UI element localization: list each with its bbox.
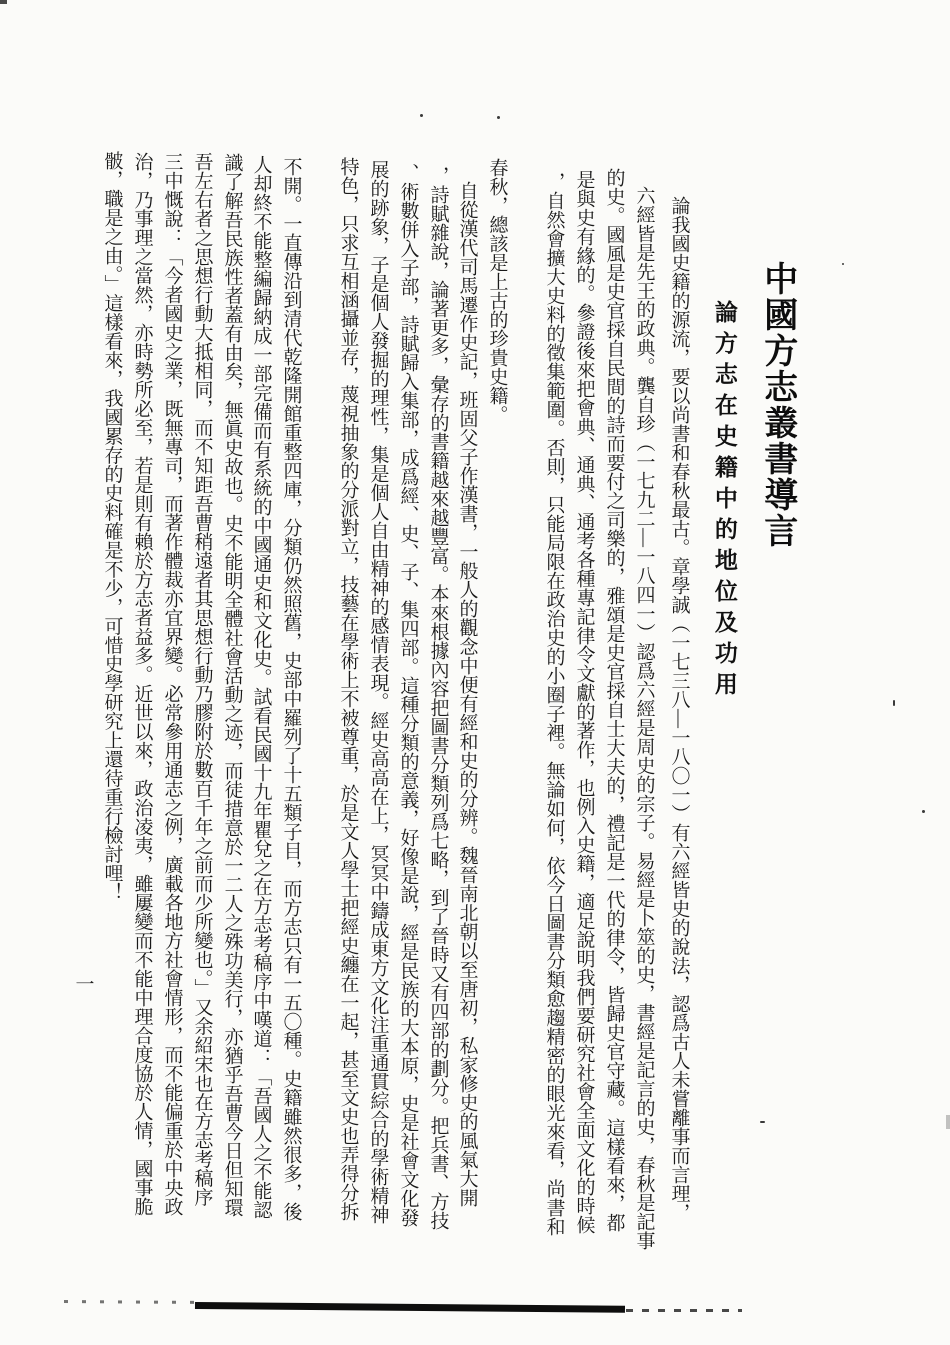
scan-speck bbox=[420, 114, 423, 117]
text-column-2: 六經皆是先王的政典。龔自珍（一七九二—一八四一）認爲六經是周史的宗子。易經是卜筮的史，書經是記言的史，春秋是記事 bbox=[633, 186, 655, 1250]
scan-corner-mark bbox=[0, 0, 7, 4]
text-column-9: 、術數併入子部，詩賦歸入集部，成爲經、史、子、集四部。這種分類的意義，好像是說，經是民族的大本原，史是社會文化發 bbox=[397, 163, 419, 1227]
scan-speck bbox=[760, 1121, 765, 1123]
text-column-16: 三中慨說：「今者國史之業，既無專司，而著作體裁亦宜界變。必常參用通志之例，廣載各地方社會情形，而不能偏重於中央政 bbox=[161, 152, 183, 1216]
scan-speck bbox=[842, 263, 844, 265]
text-column-11: 特色，只求互相涵攝並存，蔑視抽象的分派對立，技藝在學術上不被尊重，於是文人學士把經史纏在一起，甚至文史也弄得分拆 bbox=[337, 157, 359, 1221]
text-column-3: 的史。國風是史官採自民間的詩而要付之司樂的，雅頌是史官採自士大夫的，禮記是一代的律令，皆歸史官守藏。這樣看來，都 bbox=[603, 168, 625, 1232]
text-column-6: 春秋，總該是上古的珍貴史籍。 bbox=[486, 158, 508, 424]
text-column-8: ，詩賦雜說，論著更多，彙存的書籍越來越豐富。本來根據內容把圖書分類列爲七略，到了晉時又有四部的劃分。把兵書、方技 bbox=[427, 166, 449, 1230]
text-column-18: 骳，職是之由。」這樣看來，我國累存的史料確是不少，可惜史學研究上還待重行檢討哩！ bbox=[101, 151, 123, 902]
text-column-13: 人却終不能整編歸納成一部完備而有系統的中國通史和文化史。試看民國十九年瞿兌之在方志考稿序中嘆道：「吾國人之不能認 bbox=[250, 155, 272, 1219]
text-column-5: ，自然會擴大史料的徵集範圍。否則，只能局限在政治史的小圈子裡。無論如何，依今日圖書分類愈趨精密的眼光來看，尚書和 bbox=[543, 172, 565, 1236]
scan-speck bbox=[497, 116, 500, 119]
text-column-14: 識了解吾民族性者蓋有由矣，無眞史故也。史不能明全體社會活動之迹，而徒措意於一二人之殊功美行，亦猶乎吾曹今日但知環 bbox=[221, 153, 243, 1217]
text-column-1: 論我國史籍的源流，要以尚書和春秋最古。章學誠（一七三八—一八〇一）有六經皆史的說法，認爲古人未嘗離事而言理， bbox=[668, 196, 690, 1222]
text-column-17: 治，乃事理之當然，亦時勢所必至，若是則有賴於方志者益多。近世以來，政治凌夷，雖屢變而不能中理合度協於人情，國事脆 bbox=[131, 152, 153, 1216]
scan-streak-right bbox=[626, 1309, 742, 1312]
scan-speck bbox=[893, 700, 895, 706]
section-subtitle: 論方志在史籍中的地位及功用 bbox=[711, 300, 737, 703]
text-column-10: 展的跡象，子是個人發掘的理性，集是個人自由精神的感情表現。經史高高在上，冥冥中鑄成東方文化注重通貫綜合的學術精神 bbox=[367, 160, 389, 1224]
scan-streak-left bbox=[64, 1300, 198, 1304]
scan-streak-main bbox=[195, 1302, 625, 1313]
text-column-15: 吾左右者之思想行動大抵相同，而不知距吾曹稍遠者其思想行動乃膠附於數百千年之前而少所變也。」又余紹宋也在方志考稿序 bbox=[191, 152, 213, 1207]
scan-speck bbox=[922, 810, 925, 813]
book-title: 中國方志叢書導言 bbox=[758, 261, 796, 549]
scan-edge-mark bbox=[946, 1115, 950, 1129]
text-column-4: 是與史有緣的。參證後來把會典、通典、通考各種專記律令文獻的著作，也例入史籍，適足說明我們要研究社會全面文化的時候 bbox=[573, 170, 595, 1234]
text-column-12: 不開。一直傳沿到清代乾隆開館重整四庫，分類仍然照舊，史部中羅列了十五類子目，而方志只有一五〇種。史籍雖然很多，後 bbox=[280, 157, 302, 1221]
text-column-7: 自從漢代司馬遷作史記，班固父子作漢書，一般人的觀念中便有經和史的分辨。魏晉南北朝以至唐初，私家修史的風氣大開 bbox=[456, 181, 478, 1207]
page-number: 一 bbox=[72, 974, 94, 993]
